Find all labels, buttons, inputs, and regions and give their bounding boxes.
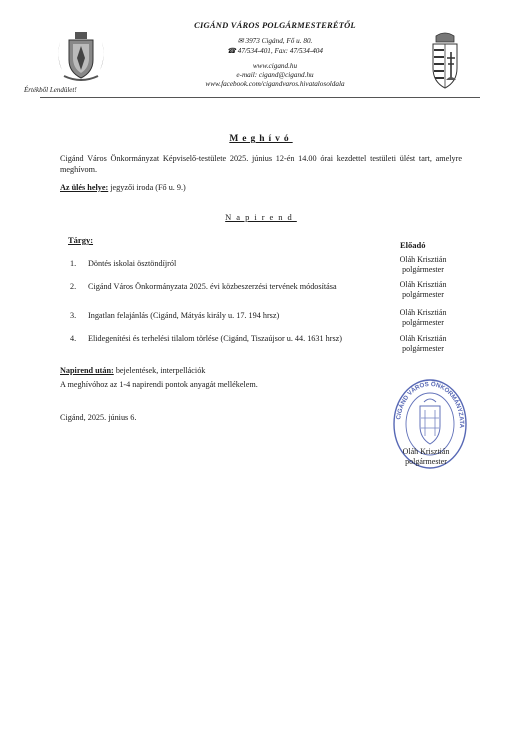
invitation-text: Cigánd Város Önkormányzat Képviselő-testülete 2025. június 12-én 14.00 órai kezdettel testületi ülést tart, amelyre meghívom. [60,154,462,174]
presenter-role: polgármester [402,265,444,274]
agenda-item-presenter [384,255,462,275]
after-agenda-value: bejelentések, interpellációk [113,366,206,375]
presenter-header: Előadó [400,240,426,250]
agenda-item-presenter [384,280,462,300]
signature-name: Oláh Krisztián [402,447,450,456]
address-line [150,37,400,46]
presenter-name: Oláh Krisztián [399,308,447,317]
hungarian-coat-of-arms-icon [430,30,460,90]
issuer-title: CIGÁND VÁROS POLGÁRMESTERÉTŐL [194,20,356,30]
agenda-item-number: 3. [70,311,77,320]
phone-icon: ☎ [227,47,236,55]
town-coat-of-arms-icon [52,28,110,84]
agenda-title: Napirend [225,212,297,222]
agenda-item-text: Döntés iskolai ösztöndíjról [88,259,177,268]
after-agenda-label: Napirend után: [60,366,114,375]
presenter-role: polgármester [402,290,444,299]
agenda-item-number: 1. [70,259,77,268]
agenda-item-text: Elidegenítési és terhelési tilalom törlése (Cigánd, Tiszaújsor u. 44. 1631 hrsz) [88,334,342,343]
venue-label: Az ülés helye: [60,183,109,192]
presenter-role: polgármester [402,344,444,353]
presenter-name: Oláh Krisztián [399,334,447,343]
presenter-name: Oláh Krisztián [399,255,447,264]
agenda-item-text: Cigánd Város Önkormányzata 2025. évi közbeszerzési tervének módosítása [88,282,337,291]
agenda-item-presenter [384,308,462,328]
venue-line [60,183,462,194]
agenda-item-number: 4. [70,334,77,343]
agenda-item-number: 2. [70,282,77,291]
website-link[interactable]: www.cigand.hu [252,62,298,70]
header-divider [40,97,480,98]
agenda-item-presenter [384,334,462,354]
presenter-name: Oláh Krisztián [399,280,447,289]
envelope-icon: ✉ [237,37,244,45]
venue-value: jegyzői iroda (Fő u. 9.) [108,183,186,192]
subject-header: Tárgy: [68,235,94,245]
place-and-date: Cigánd, 2025. június 6. [60,413,137,422]
address-text: 3973 Cigánd, Fő u. 80. [245,37,313,45]
attachment-note: A meghívóhoz az 1-4 napirendi pontok anyagát mellékelem. [60,380,258,389]
after-agenda-line [60,366,462,377]
agenda-item-text: Ingatlan felajánlás (Cigánd, Mátyás király u. 17. 194 hrsz) [88,311,280,320]
email-link[interactable]: e-mail: cigand@cigand.hu [236,71,314,79]
stamp-text: CIGÁND VÁROS ÖNKORMÁNYZATA [395,380,466,429]
phone-text: 47/534-401, Fax: 47/534-404 [237,47,323,55]
phone-line [150,47,400,56]
presenter-role: polgármester [402,318,444,327]
signature-role: polgármester [405,457,447,466]
town-motto: Értékből Lendület! [24,86,77,94]
document-title: Meghívó [229,134,293,144]
facebook-link[interactable]: www.facebook.com/cigandvaros.hivatalosoldala [205,80,345,88]
signature-block [388,447,464,467]
